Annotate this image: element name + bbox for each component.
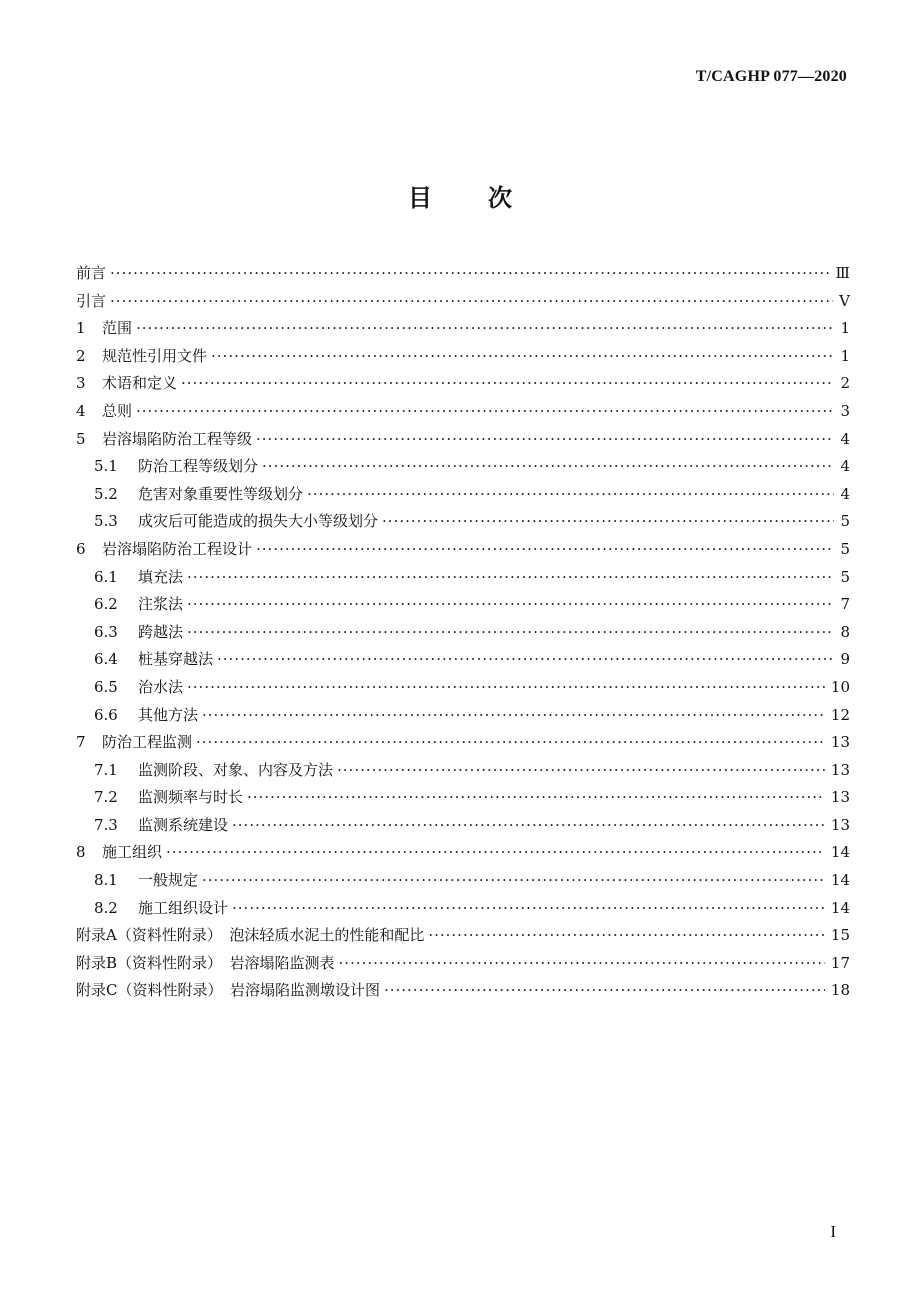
toc-entry-label: 规范性引用文件 (102, 346, 208, 365)
toc-entry-label: 范围 (102, 319, 133, 338)
toc-entry-number: 7 (76, 733, 86, 752)
toc-leader-dots (337, 757, 825, 785)
toc-entry-number: 2 (76, 346, 86, 365)
toc-entry[interactable] (76, 702, 850, 730)
toc-leader-dots (262, 453, 834, 481)
toc-entry-label: 术语和定义 (102, 374, 178, 393)
toc-entry-page: 7 (840, 595, 850, 614)
toc-leader-dots (166, 839, 825, 867)
toc-entry-number: 6 (76, 539, 86, 558)
toc-entry-number: 5.1 (94, 457, 118, 476)
toc-entry-label: 防治工程监测 (102, 733, 193, 752)
toc-entry[interactable] (76, 481, 850, 509)
toc-entry-label: 总则 (102, 401, 133, 420)
toc-entry-page: 9 (840, 650, 850, 669)
toc-entry-page: 13 (830, 733, 850, 752)
toc-leader-dots (256, 536, 834, 564)
toc-entry-label: 施工组织 (102, 843, 163, 862)
toc-leader-dots (256, 426, 834, 454)
toc-entry[interactable] (76, 895, 850, 923)
toc-leader-dots (232, 895, 825, 923)
table-of-contents (76, 260, 850, 1005)
toc-entry-page: 12 (830, 705, 850, 724)
toc-leader-dots (136, 398, 834, 426)
toc-entry-page: 2 (840, 374, 850, 393)
toc-leader-dots (196, 729, 825, 757)
toc-entry-page: 8 (840, 622, 850, 641)
toc-entry[interactable] (76, 619, 850, 647)
toc-entry-number: 5.2 (94, 484, 118, 503)
toc-leader-dots (232, 812, 825, 840)
toc-entry[interactable] (76, 260, 850, 288)
toc-entry-number: 7.2 (94, 788, 118, 807)
toc-title-char-1: 目 (408, 183, 432, 212)
toc-entry-label: 其他方法 (138, 705, 199, 724)
toc-entry-page: 13 (830, 760, 850, 779)
toc-entry-number: 1 (76, 319, 86, 338)
toc-entry[interactable] (76, 564, 850, 592)
toc-leader-dots (110, 288, 833, 316)
toc-entry-page: 15 (830, 926, 850, 945)
toc-entry-label: 附录C（资料性附录） 岩溶塌陷监测墩设计图 (76, 981, 380, 1000)
toc-entry[interactable] (76, 343, 850, 371)
toc-entry-page: 13 (830, 815, 850, 834)
toc-entry-label: 前言 (76, 264, 107, 282)
toc-entry-page: Ⅲ (835, 264, 850, 282)
toc-entry-page: 14 (830, 843, 850, 862)
toc-entry[interactable] (76, 453, 850, 481)
toc-entry-label: 监测阶段、对象、内容及方法 (138, 760, 334, 779)
toc-entry[interactable] (76, 812, 850, 840)
toc-leader-dots (202, 702, 825, 730)
toc-entry-page: 5 (840, 567, 850, 586)
toc-entry[interactable] (76, 674, 850, 702)
toc-leader-dots (181, 370, 834, 398)
toc-entry[interactable] (76, 315, 850, 343)
toc-entry[interactable] (76, 867, 850, 895)
toc-entry[interactable] (76, 288, 850, 316)
toc-entry-number: 8.1 (94, 871, 118, 890)
toc-entry[interactable] (76, 536, 850, 564)
toc-leader-dots (136, 315, 834, 343)
toc-entry-label: 岩溶塌陷防治工程等级 (102, 429, 253, 448)
toc-entry-label: 危害对象重要性等级划分 (138, 484, 304, 503)
toc-entry[interactable] (76, 784, 850, 812)
toc-entry[interactable] (76, 757, 850, 785)
toc-entry-label: 监测频率与时长 (138, 788, 244, 807)
toc-entry-page: 1 (840, 346, 850, 365)
document-code: T/CAGHP 077—2020 (695, 68, 847, 85)
toc-entry-label: 桩基穿越法 (138, 650, 214, 669)
toc-leader-dots (247, 784, 825, 812)
toc-entry-page: 14 (830, 898, 850, 917)
toc-entry-page: 4 (840, 484, 850, 503)
toc-leader-dots (110, 260, 830, 288)
toc-entry-number: 5 (76, 429, 86, 448)
toc-entry-label: 附录A（资料性附录） 泡沫轻质水泥土的性能和配比 (76, 926, 425, 945)
toc-entry-page: 4 (840, 429, 850, 448)
toc-leader-dots (187, 674, 825, 702)
toc-entry-page: 4 (840, 457, 850, 476)
toc-entry-label: 成灾后可能造成的损失大小等级划分 (138, 512, 379, 531)
toc-entry[interactable] (76, 426, 850, 454)
toc-leader-dots (384, 977, 825, 1005)
toc-entry[interactable] (76, 729, 850, 757)
toc-entry-label: 引言 (76, 291, 107, 310)
toc-entry-label: 一般规定 (138, 871, 199, 890)
toc-leader-dots (187, 564, 834, 592)
toc-entry-number: 7.3 (94, 815, 118, 834)
toc-entry-number: 6.1 (94, 567, 118, 586)
toc-entry-page: 18 (830, 981, 850, 1000)
toc-entry-label: 注浆法 (138, 595, 184, 614)
toc-entry-label: 填充法 (138, 567, 184, 586)
toc-title (0, 178, 920, 213)
toc-leader-dots (428, 922, 825, 950)
toc-entry-number: 6.5 (94, 677, 118, 696)
toc-entry-page: 1 (840, 319, 850, 338)
toc-entry-label: 防治工程等级划分 (138, 457, 259, 476)
toc-entry-number: 8.2 (94, 898, 118, 917)
toc-entry[interactable] (76, 839, 850, 867)
toc-entry-number: 3 (76, 374, 86, 393)
toc-title-char-2: 次 (488, 183, 512, 212)
toc-entry[interactable] (76, 646, 850, 674)
toc-entry-page: 3 (840, 401, 850, 420)
toc-leader-dots (382, 508, 834, 536)
toc-entry-page: 5 (840, 539, 850, 558)
toc-entry-page: 13 (830, 788, 850, 807)
toc-leader-dots (187, 591, 834, 619)
toc-entry-page: 17 (830, 953, 850, 972)
toc-entry[interactable] (76, 370, 850, 398)
toc-entry[interactable] (76, 591, 850, 619)
toc-entry-page: Ⅴ (839, 291, 850, 310)
toc-entry-page: 10 (830, 677, 850, 696)
toc-entry-label: 跨越法 (138, 622, 184, 641)
toc-entry-page: 5 (840, 512, 850, 531)
toc-leader-dots (202, 867, 825, 895)
toc-entry-label: 治水法 (138, 677, 184, 696)
toc-entry[interactable] (76, 398, 850, 426)
toc-leader-dots (307, 481, 834, 509)
page-number: I (830, 1222, 836, 1241)
toc-entry[interactable] (76, 922, 850, 950)
toc-entry-label: 监测系统建设 (138, 815, 229, 834)
toc-entry-number: 8 (76, 843, 86, 862)
toc-entry-label: 施工组织设计 (138, 898, 229, 917)
toc-entry-number: 6.2 (94, 595, 118, 614)
toc-entry-number: 6.3 (94, 622, 118, 641)
toc-entry-label: 附录B（资料性附录） 岩溶塌陷监测表 (76, 953, 335, 972)
toc-entry[interactable] (76, 508, 850, 536)
toc-entry-page: 14 (830, 871, 850, 890)
toc-entry[interactable] (76, 977, 850, 1005)
toc-entry-number: 6.6 (94, 705, 118, 724)
toc-entry-number: 6.4 (94, 650, 118, 669)
toc-leader-dots (217, 646, 834, 674)
toc-entry-number: 4 (76, 401, 86, 420)
toc-entry[interactable] (76, 950, 850, 978)
toc-leader-dots (339, 950, 825, 978)
toc-leader-dots (211, 343, 834, 371)
toc-entry-number: 7.1 (94, 760, 118, 779)
toc-leader-dots (187, 619, 834, 647)
toc-entry-label: 岩溶塌陷防治工程设计 (102, 539, 253, 558)
toc-entry-number: 5.3 (94, 512, 118, 531)
